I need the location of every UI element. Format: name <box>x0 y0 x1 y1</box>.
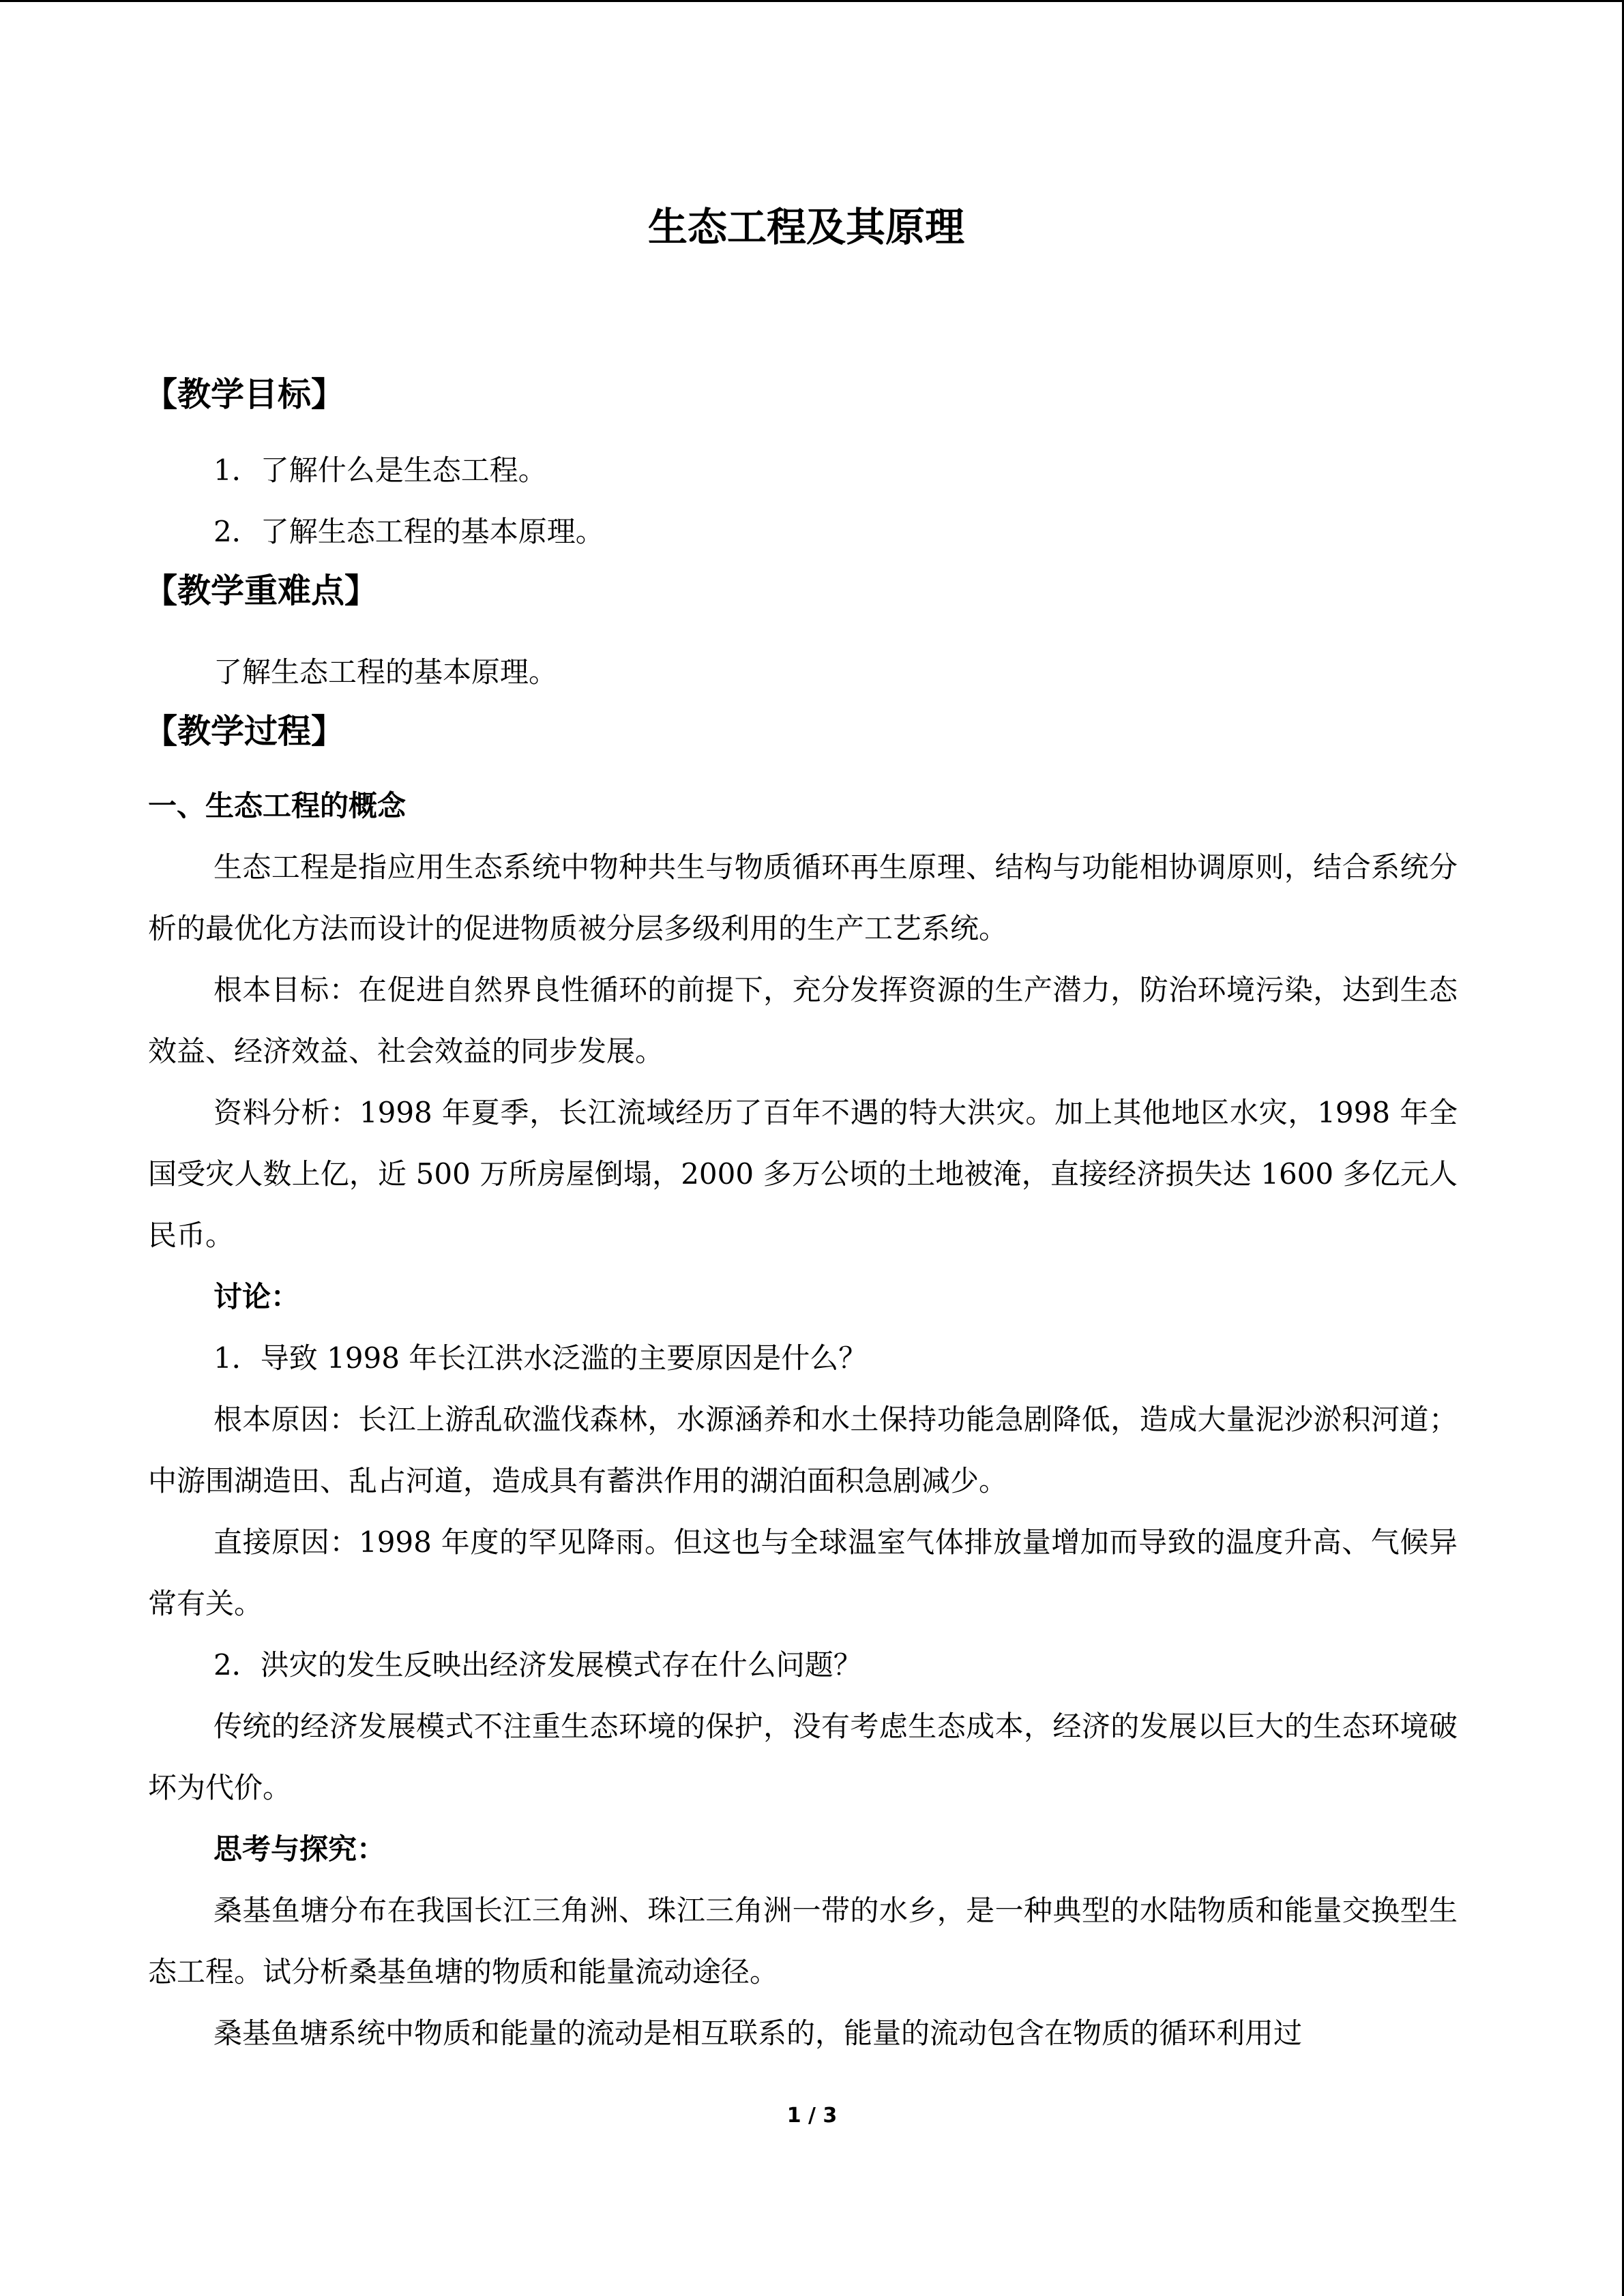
paragraph-goal: 根本目标：在促进自然界良性循环的前提下，充分发挥资源的生产潜力，防治环境污染，达到生态效益、经济效益、社会效益的同步发展。 <box>148 973 1458 1068</box>
document-body <box>144 200 1458 2064</box>
page-number: 1 / 3 <box>786 2104 838 2128</box>
goal-item-2: 2．了解生态工程的基本原理。 <box>213 515 604 548</box>
paragraph-mulberry-fishpond: 桑基鱼塘分布在我国长江三角洲、珠江三角洲一带的水乡，是一种典型的水陆物质和能量交换型生态工程。试分析桑基鱼塘的物质和能量流动途径。 <box>148 1894 1458 1988</box>
answer-direct-cause: 直接原因：1998 年度的罕见降雨。但这也与全球温室气体排放量增加而导致的温度升高、气候异常有关。 <box>148 1525 1458 1620</box>
subsection-heading-concept: 一、生态工程的概念 <box>148 789 407 822</box>
question-1: 1．导致 1998 年长江洪水泛滥的主要原因是什么？ <box>213 1341 868 1375</box>
think-explore-label: 思考与探究： <box>213 1832 386 1866</box>
paragraph-energy-flow: 桑基鱼塘系统中物质和能量的流动是相互联系的，能量的流动包含在物质的循环利用过 <box>213 2016 1303 2050</box>
discussion-label: 讨论： <box>213 1280 300 1313</box>
goal-item-1: 1．了解什么是生态工程。 <box>213 453 547 487</box>
section-heading-teaching-process: 【教学过程】 <box>144 712 345 751</box>
section-heading-key-points: 【教学重难点】 <box>144 571 379 610</box>
key-point-text: 了解生态工程的基本原理。 <box>213 655 558 689</box>
document-title: 生态工程及其原理 <box>647 204 964 250</box>
answer-root-cause: 根本原因：长江上游乱砍滥伐森林，水源涵养和水土保持功能急剧降低，造成大量泥沙淤积河道；中游围湖造田、乱占河道，造成具有蓄洪作用的湖泊面积急剧减少。 <box>148 1403 1458 1497</box>
paragraph-material: 资料分析：1998 年夏季，长江流域经历了百年不遇的特大洪灾。加上其他地区水灾，1998 年全国受灾人数上亿，近 500 万所房屋倒塌，2000 多万公顷的土地被淹，直接经济损失达 1600 多亿元人民币。 <box>148 1096 1458 1252</box>
section-heading-teaching-goals: 【教学目标】 <box>144 375 345 414</box>
answer-2: 传统的经济发展模式不注重生态环境的保护，没有考虑生态成本，经济的发展以巨大的生态环境破坏为代价。 <box>148 1710 1458 1804</box>
question-2: 2．洪灾的发生反映出经济发展模式存在什么问题？ <box>213 1648 862 1682</box>
paragraph-definition: 生态工程是指应用生态系统中物种共生与物质循环再生原理、结构与功能相协调原则，结合系统分析的最优化方法而设计的促进物质被分层多级利用的生产工艺系统。 <box>148 850 1458 945</box>
